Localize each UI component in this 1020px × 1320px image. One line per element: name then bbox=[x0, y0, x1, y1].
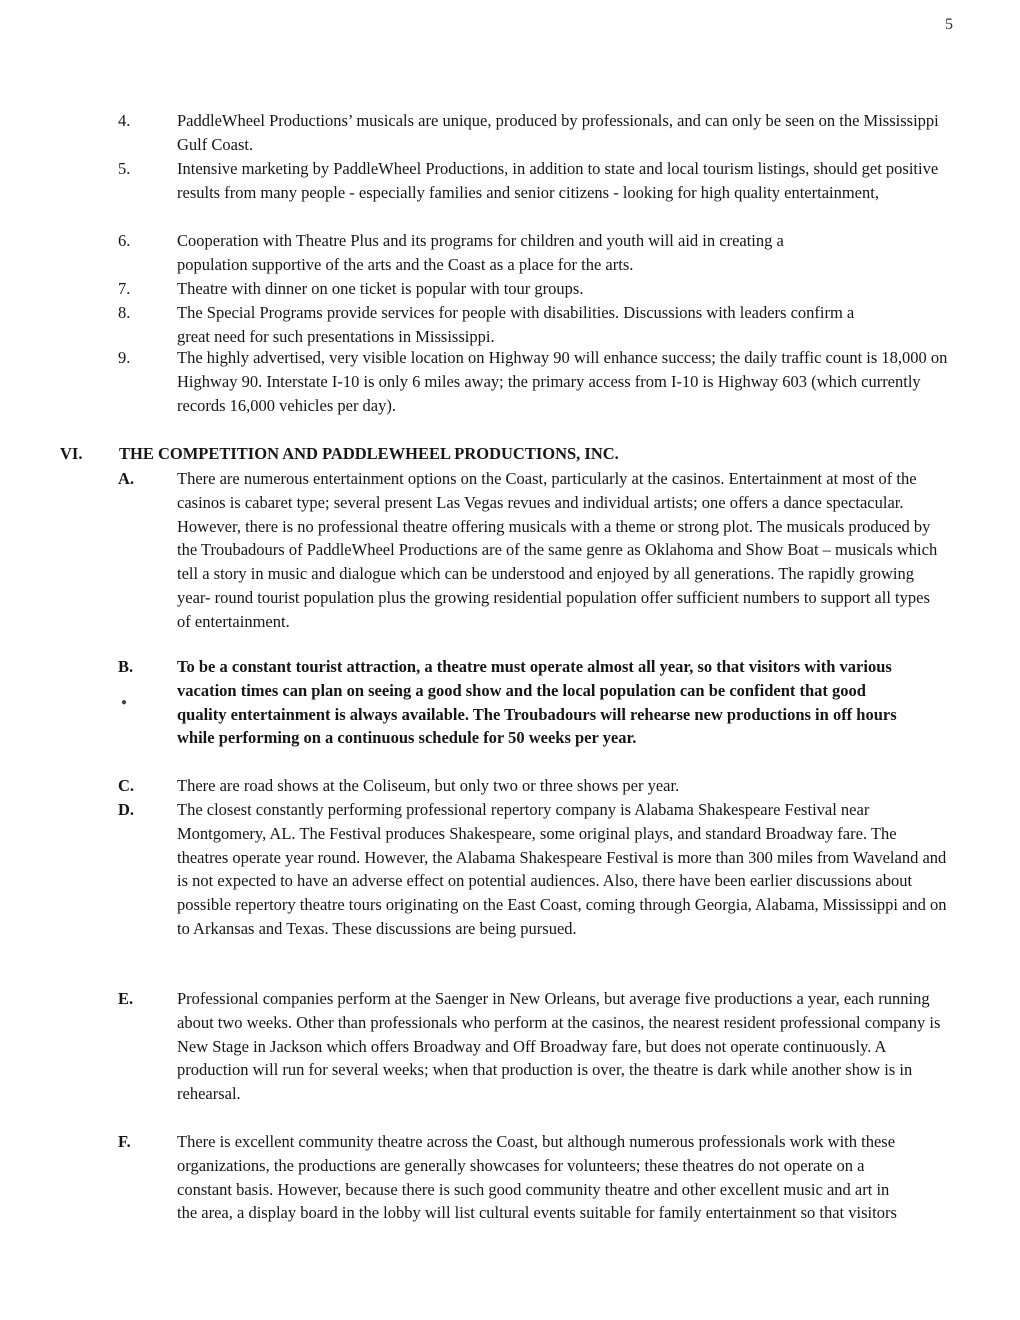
scan-speck: ● bbox=[121, 697, 128, 708]
item-number: 4. bbox=[118, 111, 131, 130]
page-number: 5 bbox=[945, 16, 953, 33]
item-text: Cooperation with Theatre Plus and its programs for children and youth will aid in creating a population supportive of the arts and the Coast as a place for the arts. bbox=[177, 231, 784, 274]
item-letter: E. bbox=[118, 989, 134, 1008]
item-text: To be a constant tourist attraction, a theatre must operate almost all year, so that visitors with various vacation times can plan on seeing a good show and the local population can be confident that good quality entertainment is always available. The Troubadours will rehearse new productions in off hours while performing on a continuous schedule for 50 weeks per year. bbox=[177, 657, 897, 748]
item-text: Theatre with dinner on one ticket is popular with tour groups. bbox=[177, 279, 584, 298]
item-number: 7. bbox=[118, 279, 131, 298]
item-letter: B. bbox=[118, 657, 134, 676]
item-number: 8. bbox=[118, 303, 131, 322]
item-text: The Special Programs provide services for people with disabilities. Discussions with leaders confirm a great need for such presentations in Mississippi. bbox=[177, 303, 855, 346]
section-number: VI. bbox=[60, 444, 83, 463]
item-number: 5. bbox=[118, 159, 131, 178]
item-letter: D. bbox=[118, 800, 135, 819]
item-text: Professional companies perform at the Saenger in New Orleans, but average five productions a year, each running about two weeks. Other than professionals who perform at the casinos, the nearest resident professional company is New Stage in Jackson which offers Broadway and Off Broadway fare, but does not operate continuously. A production will run for several weeks; when that production is over, the theatre is dark while another show is in rehearsal. bbox=[177, 989, 941, 1104]
item-letter: A. bbox=[118, 469, 135, 488]
item-text: PaddleWheel Productions’ musicals are unique, produced by professionals, and can only be seen on the Mississippi Gulf Coast. bbox=[177, 111, 939, 154]
item-text: There is excellent community theatre across the Coast, but although numerous professionals work with these organizations, the productions are generally showcases for volunteers; these theatres do not operate on a constant basis. However, because there is such good community theatre and other excellent music and art in the area, a display board in the lobby will list cultural events suitable for family entertainment so that visitors bbox=[177, 1132, 897, 1223]
item-text: There are numerous entertainment options on the Coast, particularly at the casinos. Entertainment at most of the casinos is cabaret type; several present Las Vegas revues and individual artists; one offers a dance spectacular. However, there is no professional theatre offering musicals with a theme or strong plot. The musicals produced by the Troubadours of PaddleWheel Productions are of the same genre as Oklahoma and Show Boat – musicals which tell a story in music and dialogue which can be understood and enjoyed by all generations. The rapidly growing year- round tourist population plus the growing residential population offer sufficient numbers to support all types of entertainment. bbox=[177, 469, 938, 631]
item-letter: F. bbox=[118, 1132, 131, 1151]
item-text: Intensive marketing by PaddleWheel Productions, in addition to state and local tourism listings, should get positive results from many people - especially families and senior citizens - looking for high quality entertainment, bbox=[177, 159, 939, 202]
section-title: THE COMPETITION AND PADDLEWHEEL PRODUCTIONS, INC. bbox=[119, 444, 619, 463]
item-number: 6. bbox=[118, 231, 131, 250]
item-number: 9. bbox=[118, 348, 131, 367]
item-text: The highly advertised, very visible location on Highway 90 will enhance success; the daily traffic count is 18,000 on Highway 90. Interstate I-10 is only 6 miles away; the primary access from I-10 is Highway 603 (which currently records 16,000 vehicles per day). bbox=[177, 348, 948, 415]
item-text: The closest constantly performing professional repertory company is Alabama Shakespeare Festival near Montgomery, AL. The Festival produces Shakespeare, some original plays, and standard Broadway fare. The theatres operate year round. However, the Alabama Shakespeare Festival is more than 300 miles from Waveland and is not expected to have an adverse effect on potential audiences. Also, there have been earlier discussions about possible repertory theatre tours originating on the East Coast, coming through Georgia, Alabama, Mississippi and on to Arkansas and Texas. These discussions are being pursued. bbox=[177, 800, 947, 938]
item-text: There are road shows at the Coliseum, but only two or three shows per year. bbox=[177, 776, 680, 795]
item-letter: C. bbox=[118, 776, 135, 795]
